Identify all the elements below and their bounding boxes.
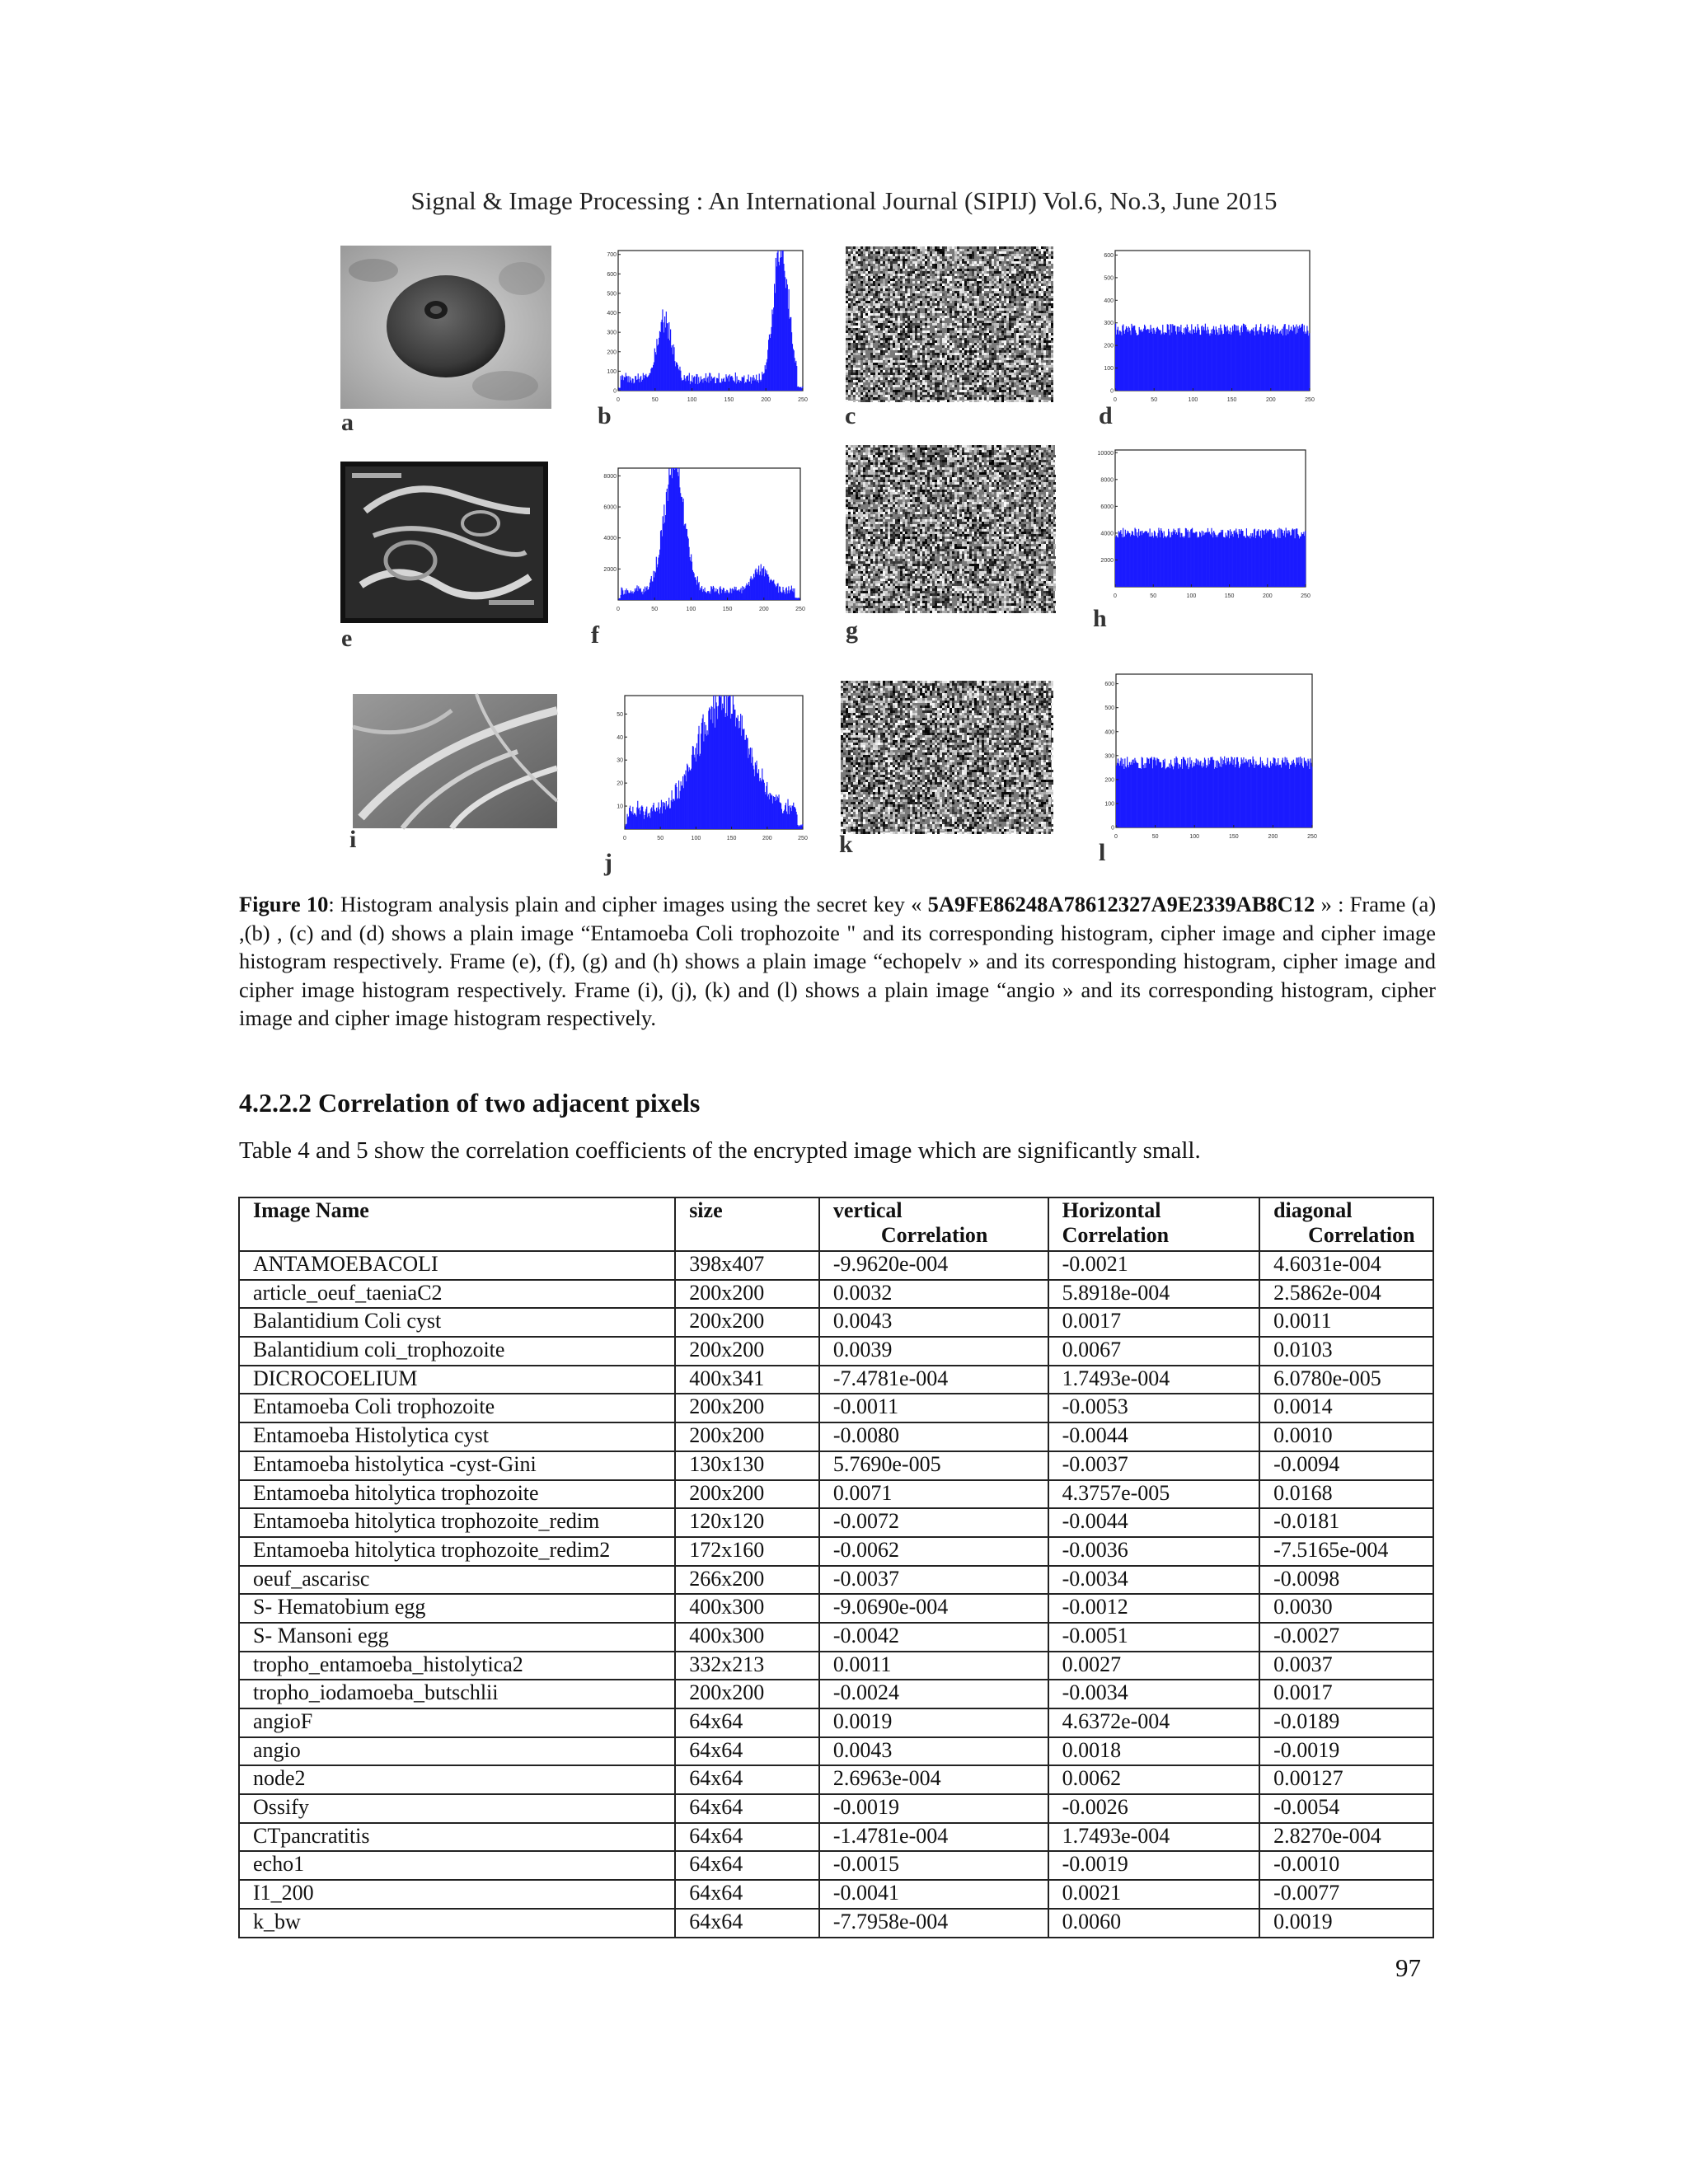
histogram-bar xyxy=(1309,333,1310,391)
table-cell: 0.0062 xyxy=(1048,1765,1260,1794)
frame-k-cipher-image xyxy=(841,681,1052,832)
table-row xyxy=(239,1909,1433,1938)
table-cell: 5.8918e-004 xyxy=(1048,1280,1260,1309)
table-cell: I1_200 xyxy=(239,1880,675,1909)
y-tick-label: 600 xyxy=(1104,682,1114,688)
frame-l-histogram xyxy=(1100,671,1315,841)
caption-secret-key: 5A9FE86248A78612327A9E2339AB8C12 xyxy=(927,892,1315,916)
frame-letter-i: i xyxy=(349,826,357,853)
table-cell: 400x300 xyxy=(675,1623,819,1652)
table-cell: 266x200 xyxy=(675,1566,819,1595)
header-horizontal: Horizontal Correlation xyxy=(1048,1197,1260,1251)
table-cell: 200x200 xyxy=(675,1680,819,1708)
table-cell: 4.6372e-004 xyxy=(1048,1708,1260,1737)
header-image-name: Image Name xyxy=(239,1197,675,1251)
table-cell: DICROCOELIUM xyxy=(239,1366,675,1394)
frame-letter-g: g xyxy=(846,616,858,644)
y-tick-label: 500 xyxy=(1104,705,1114,712)
table-cell: 0.0019 xyxy=(1259,1909,1433,1938)
table-row xyxy=(239,1451,1433,1480)
x-tick-label: 200 xyxy=(758,607,769,612)
table-cell: -0.0026 xyxy=(1048,1794,1260,1823)
y-tick-label: 6000 xyxy=(1100,504,1114,510)
x-tick-label: 50 xyxy=(1150,593,1157,599)
table-header-row xyxy=(239,1197,1433,1251)
x-tick-label: 250 xyxy=(1307,834,1317,840)
table-cell: 5.7690e-005 xyxy=(819,1451,1048,1480)
x-tick-label: 0 xyxy=(1114,593,1117,599)
x-tick-label: 250 xyxy=(798,836,808,841)
frame-b-histogram xyxy=(602,247,806,404)
table-cell: -0.0019 xyxy=(1048,1851,1260,1880)
table-cell: 200x200 xyxy=(675,1337,819,1366)
table-cell: ANTAMOEBACOLI xyxy=(239,1251,675,1280)
table-cell: 130x130 xyxy=(675,1451,819,1480)
table-cell: 0.0027 xyxy=(1048,1652,1260,1680)
table-row xyxy=(239,1566,1433,1595)
x-tick-label: 200 xyxy=(1262,593,1273,599)
x-tick-label: 200 xyxy=(761,397,771,403)
header-diagonal: diagonal Correlation xyxy=(1259,1197,1433,1251)
table-cell: 332x213 xyxy=(675,1652,819,1680)
table-cell: angioF xyxy=(239,1708,675,1737)
table-cell: S- Mansoni egg xyxy=(239,1623,675,1652)
y-tick-label: 400 xyxy=(1104,729,1114,736)
y-tick-label: 0 xyxy=(1111,825,1114,832)
x-tick-label: 150 xyxy=(1224,593,1235,599)
table-cell: -0.0015 xyxy=(819,1851,1048,1880)
table-cell: 200x200 xyxy=(675,1308,819,1337)
section-intro: Table 4 and 5 show the correlation coefficients of the encrypted image which are significantly small. xyxy=(239,1137,1201,1164)
table-cell: 64x64 xyxy=(675,1880,819,1909)
frame-letter-h: h xyxy=(1093,605,1107,632)
table-cell: 0.0017 xyxy=(1048,1308,1260,1337)
table-cell: -7.4781e-004 xyxy=(819,1366,1048,1394)
frame-letter-k: k xyxy=(839,831,853,858)
table-cell: 400x300 xyxy=(675,1594,819,1623)
y-tick-label: 30 xyxy=(617,757,623,764)
caption-lead: Histogram analysis plain and cipher images using the secret key « xyxy=(340,892,922,916)
table-cell: 1.7493e-004 xyxy=(1048,1823,1260,1852)
x-tick-label: 200 xyxy=(1268,834,1278,840)
x-tick-label: 200 xyxy=(1265,397,1276,403)
y-tick-label: 100 xyxy=(607,368,617,375)
table-cell: 64x64 xyxy=(675,1909,819,1938)
table-cell: 64x64 xyxy=(675,1851,819,1880)
table-cell: 0.0039 xyxy=(819,1337,1048,1366)
table-cell: 0.0011 xyxy=(1259,1308,1433,1337)
y-tick-label: 200 xyxy=(607,349,617,356)
y-tick-label: 300 xyxy=(607,330,617,336)
frame-g-cipher-image xyxy=(846,445,1055,613)
table-row xyxy=(239,1366,1433,1394)
section-title: 4.2.2.2 Correlation of two adjacent pixels xyxy=(239,1088,701,1118)
x-tick-label: 0 xyxy=(1114,397,1117,403)
y-tick-label: 20 xyxy=(617,780,623,787)
table-cell: 1.7493e-004 xyxy=(1048,1366,1260,1394)
x-tick-label: 250 xyxy=(798,397,808,403)
table-cell: Entamoeba hitolytica trophozoite xyxy=(239,1480,675,1509)
caption-body: » : Frame (a) ,(b) , (c) and (d) shows a plain image “Entamoeba Coli trophozoite " and its corresponding histogram, cipher image and cipher image histogram respectively. Frame (e), (f), (g) and (h) shows a plain image “echopelv » and its corresponding histogram, cipher image and cipher image histogram respectively. Frame (i), (j), (k) and (l) shows a plain image “angio » and its corresponding histogram, cipher image and cipher image histogram respectively. xyxy=(239,892,1437,1030)
y-tick-label: 700 xyxy=(607,252,617,259)
histogram-bar xyxy=(1305,531,1306,587)
table-cell: 0.0018 xyxy=(1048,1737,1260,1766)
table-cell: angio xyxy=(239,1737,675,1766)
frame-letter-d: d xyxy=(1099,402,1113,429)
frame-letter-j: j xyxy=(604,849,612,876)
y-tick-label: 2000 xyxy=(1100,557,1114,564)
table-cell: 0.0067 xyxy=(1048,1337,1260,1366)
x-tick-label: 150 xyxy=(724,397,734,403)
table-cell: -9.0690e-004 xyxy=(819,1594,1048,1623)
table-cell: Entamoeba histolytica -cyst-Gini xyxy=(239,1451,675,1480)
table-cell: tropho_entamoeba_histolytica2 xyxy=(239,1652,675,1680)
table-cell: -0.0010 xyxy=(1259,1851,1433,1880)
frame-letter-e: e xyxy=(341,625,353,652)
table-cell: 172x160 xyxy=(675,1537,819,1566)
table-cell: 0.0021 xyxy=(1048,1880,1260,1909)
table-cell: 64x64 xyxy=(675,1794,819,1823)
table-cell: Balantidium coli_trophozoite xyxy=(239,1337,675,1366)
table-cell: -7.5165e-004 xyxy=(1259,1537,1433,1566)
frame-letter-l: l xyxy=(1099,839,1106,866)
table-cell: 0.0168 xyxy=(1259,1480,1433,1509)
table-cell: -0.0037 xyxy=(819,1566,1048,1595)
y-tick-label: 6000 xyxy=(603,504,617,511)
table-row xyxy=(239,1794,1433,1823)
table-cell: 0.0071 xyxy=(819,1480,1048,1509)
y-tick-label: 600 xyxy=(1104,252,1114,259)
table-cell: -0.0044 xyxy=(1048,1508,1260,1537)
table-cell: 64x64 xyxy=(675,1765,819,1794)
y-tick-label: 10 xyxy=(617,804,623,810)
table-cell: 0.0019 xyxy=(819,1708,1048,1737)
table-cell: 0.0043 xyxy=(819,1737,1048,1766)
table-cell: -0.0077 xyxy=(1259,1880,1433,1909)
histogram-bar xyxy=(1311,766,1312,827)
frame-e-plain-image xyxy=(340,462,548,623)
y-tick-label: 4000 xyxy=(603,536,617,542)
y-tick-label: 200 xyxy=(1104,343,1114,349)
table-cell: oeuf_ascarisc xyxy=(239,1566,675,1595)
frame-a-plain-image xyxy=(340,246,551,409)
x-tick-label: 150 xyxy=(722,607,733,612)
table-cell: -0.0072 xyxy=(819,1508,1048,1537)
table-cell: 0.0017 xyxy=(1259,1680,1433,1708)
y-tick-label: 10000 xyxy=(1097,450,1114,457)
y-tick-label: 50 xyxy=(617,711,623,718)
frame-letter-c: c xyxy=(845,402,856,429)
frame-c-cipher-image xyxy=(846,246,1053,401)
table-row xyxy=(239,1280,1433,1309)
table-cell: -0.0189 xyxy=(1259,1708,1433,1737)
y-tick-label: 400 xyxy=(1104,298,1114,304)
y-tick-label: 4000 xyxy=(1100,531,1114,537)
x-tick-label: 150 xyxy=(1228,834,1239,840)
table-cell: 0.0060 xyxy=(1048,1909,1260,1938)
table-row xyxy=(239,1308,1433,1337)
table-cell: 0.0030 xyxy=(1259,1594,1433,1623)
table-cell: 0.0010 xyxy=(1259,1422,1433,1451)
frame-j-histogram xyxy=(608,692,806,842)
table-row xyxy=(239,1251,1433,1280)
x-tick-label: 100 xyxy=(687,397,697,403)
frame-letter-a: a xyxy=(341,409,354,436)
table-cell: 2.6963e-004 xyxy=(819,1765,1048,1794)
table-row xyxy=(239,1765,1433,1794)
table-cell: -0.0036 xyxy=(1048,1537,1260,1566)
table-row xyxy=(239,1737,1433,1766)
frame-f-histogram xyxy=(602,465,804,613)
table-cell: S- Hematobium egg xyxy=(239,1594,675,1623)
table-cell: Entamoeba hitolytica trophozoite_redim xyxy=(239,1508,675,1537)
table-cell: -0.0021 xyxy=(1048,1251,1260,1280)
y-tick-label: 100 xyxy=(1104,366,1114,373)
table-cell: -0.0054 xyxy=(1259,1794,1433,1823)
table-row xyxy=(239,1708,1433,1737)
table-cell: 4.6031e-004 xyxy=(1259,1251,1433,1280)
table-cell: 0.00127 xyxy=(1259,1765,1433,1794)
x-tick-label: 100 xyxy=(1189,834,1200,840)
x-tick-label: 100 xyxy=(1188,397,1198,403)
table-cell: Entamoeba Histolytica cyst xyxy=(239,1422,675,1451)
table-cell: -0.0019 xyxy=(819,1794,1048,1823)
table-row xyxy=(239,1394,1433,1422)
x-tick-label: 50 xyxy=(651,397,659,403)
y-tick-label: 500 xyxy=(607,291,617,298)
table-cell: echo1 xyxy=(239,1851,675,1880)
x-tick-label: 200 xyxy=(762,836,772,841)
table-row xyxy=(239,1680,1433,1708)
frame-d-histogram xyxy=(1099,247,1313,404)
table-row xyxy=(239,1652,1433,1680)
frame-letter-b: b xyxy=(598,402,612,429)
table-cell: -0.0041 xyxy=(819,1880,1048,1909)
x-tick-label: 250 xyxy=(795,607,805,612)
y-tick-label: 500 xyxy=(1104,275,1114,282)
table-row xyxy=(239,1508,1433,1537)
table-cell: 0.0011 xyxy=(819,1652,1048,1680)
table-cell: -0.0011 xyxy=(819,1394,1048,1422)
x-tick-label: 50 xyxy=(657,836,664,841)
x-tick-label: 250 xyxy=(1305,397,1315,403)
x-tick-label: 0 xyxy=(617,397,620,403)
header-size: size xyxy=(675,1197,819,1251)
table-cell: 0.0103 xyxy=(1259,1337,1433,1366)
running-header: Signal & Image Processing : An International Journal (SIPIJ) Vol.6, No.3, June 2015 xyxy=(410,186,1278,215)
table-cell: -0.0062 xyxy=(819,1537,1048,1566)
table-cell: 400x341 xyxy=(675,1366,819,1394)
x-tick-label: 50 xyxy=(651,607,659,612)
table-cell: 2.8270e-004 xyxy=(1259,1823,1433,1852)
x-tick-label: 150 xyxy=(1226,397,1237,403)
table-cell: 120x120 xyxy=(675,1508,819,1537)
table-cell: 200x200 xyxy=(675,1394,819,1422)
x-tick-label: 150 xyxy=(726,836,737,841)
table-cell: -0.0044 xyxy=(1048,1422,1260,1451)
table-cell: 0.0043 xyxy=(819,1308,1048,1337)
table-cell: Ossify xyxy=(239,1794,675,1823)
x-tick-label: 0 xyxy=(1114,834,1118,840)
x-tick-label: 100 xyxy=(1186,593,1197,599)
table-cell: 64x64 xyxy=(675,1737,819,1766)
table-cell: 200x200 xyxy=(675,1422,819,1451)
table-cell: 64x64 xyxy=(675,1708,819,1737)
table-cell: -9.9620e-004 xyxy=(819,1251,1048,1280)
frame-h-histogram xyxy=(1099,447,1309,600)
table-row xyxy=(239,1480,1433,1509)
table-cell: k_bw xyxy=(239,1909,675,1938)
x-tick-label: 50 xyxy=(1151,397,1158,403)
table-cell: 200x200 xyxy=(675,1280,819,1309)
table-cell: -0.0019 xyxy=(1259,1737,1433,1766)
figure-caption xyxy=(239,890,1436,1033)
table-cell: -0.0034 xyxy=(1048,1680,1260,1708)
correlation-table xyxy=(238,1197,1434,1938)
y-tick-label: 0 xyxy=(1110,388,1114,395)
table-cell: 0.0032 xyxy=(819,1280,1048,1309)
table-row xyxy=(239,1623,1433,1652)
x-tick-label: 100 xyxy=(686,607,696,612)
y-tick-label: 8000 xyxy=(603,473,617,480)
y-tick-label: 200 xyxy=(1104,777,1114,784)
y-tick-label: 600 xyxy=(607,271,617,278)
frame-i-plain-image xyxy=(353,694,557,828)
table-cell: -0.0012 xyxy=(1048,1594,1260,1623)
y-tick-label: 300 xyxy=(1104,753,1114,760)
caption-colon: : xyxy=(328,892,335,916)
table-cell: -0.0024 xyxy=(819,1680,1048,1708)
table-row xyxy=(239,1823,1433,1852)
table-cell: -0.0098 xyxy=(1259,1566,1433,1595)
table-row xyxy=(239,1537,1433,1566)
table-cell: node2 xyxy=(239,1765,675,1794)
frame-letter-f: f xyxy=(591,621,599,649)
table-cell: 398x407 xyxy=(675,1251,819,1280)
table-cell: 6.0780e-005 xyxy=(1259,1366,1433,1394)
table-cell: article_oeuf_taeniaC2 xyxy=(239,1280,675,1309)
x-tick-label: 0 xyxy=(623,836,626,841)
x-tick-label: 100 xyxy=(691,836,701,841)
table-cell: tropho_iodamoeba_butschlii xyxy=(239,1680,675,1708)
table-cell: 64x64 xyxy=(675,1823,819,1852)
x-tick-label: 250 xyxy=(1301,593,1311,599)
table-cell: Entamoeba Coli trophozoite xyxy=(239,1394,675,1422)
plot-area xyxy=(618,468,800,600)
table-cell: 2.5862e-004 xyxy=(1259,1280,1433,1309)
table-body xyxy=(239,1251,1433,1938)
table-cell: -0.0037 xyxy=(1048,1451,1260,1480)
table-cell: -0.0051 xyxy=(1048,1623,1260,1652)
table-cell: -0.0053 xyxy=(1048,1394,1260,1422)
x-tick-label: 50 xyxy=(1151,834,1159,840)
table-cell: -7.7958e-004 xyxy=(819,1909,1048,1938)
table-cell: -0.0027 xyxy=(1259,1623,1433,1652)
y-tick-label: 100 xyxy=(1104,801,1114,808)
table-cell: CTpancratitis xyxy=(239,1823,675,1852)
table-cell: 200x200 xyxy=(675,1480,819,1509)
table-cell: -0.0080 xyxy=(819,1422,1048,1451)
table-cell: Balantidium Coli cyst xyxy=(239,1308,675,1337)
table-cell: -0.0042 xyxy=(819,1623,1048,1652)
table-cell: 4.3757e-005 xyxy=(1048,1480,1260,1509)
y-tick-label: 8000 xyxy=(1100,477,1114,484)
table-cell: -0.0181 xyxy=(1259,1508,1433,1537)
figure-10 xyxy=(0,0,1688,882)
y-tick-label: 0 xyxy=(613,388,617,395)
table-row xyxy=(239,1337,1433,1366)
table-cell: Entamoeba hitolytica trophozoite_redim2 xyxy=(239,1537,675,1566)
y-tick-label: 400 xyxy=(607,311,617,317)
table-row xyxy=(239,1851,1433,1880)
table-row xyxy=(239,1422,1433,1451)
table-cell: -1.4781e-004 xyxy=(819,1823,1048,1852)
table-row xyxy=(239,1594,1433,1623)
y-tick-label: 300 xyxy=(1104,321,1114,327)
table-cell: 0.0037 xyxy=(1259,1652,1433,1680)
page-number: 97 xyxy=(1395,1953,1421,1982)
caption-label: Figure 10 xyxy=(239,892,329,916)
table-cell: -0.0034 xyxy=(1048,1566,1260,1595)
y-tick-label: 40 xyxy=(617,734,623,741)
x-tick-label: 0 xyxy=(617,607,620,612)
table-cell: 0.0014 xyxy=(1259,1394,1433,1422)
table-row xyxy=(239,1880,1433,1909)
header-vertical: vertical Correlation xyxy=(819,1197,1048,1251)
y-tick-label: 2000 xyxy=(603,566,617,573)
table-cell: -0.0094 xyxy=(1259,1451,1433,1480)
